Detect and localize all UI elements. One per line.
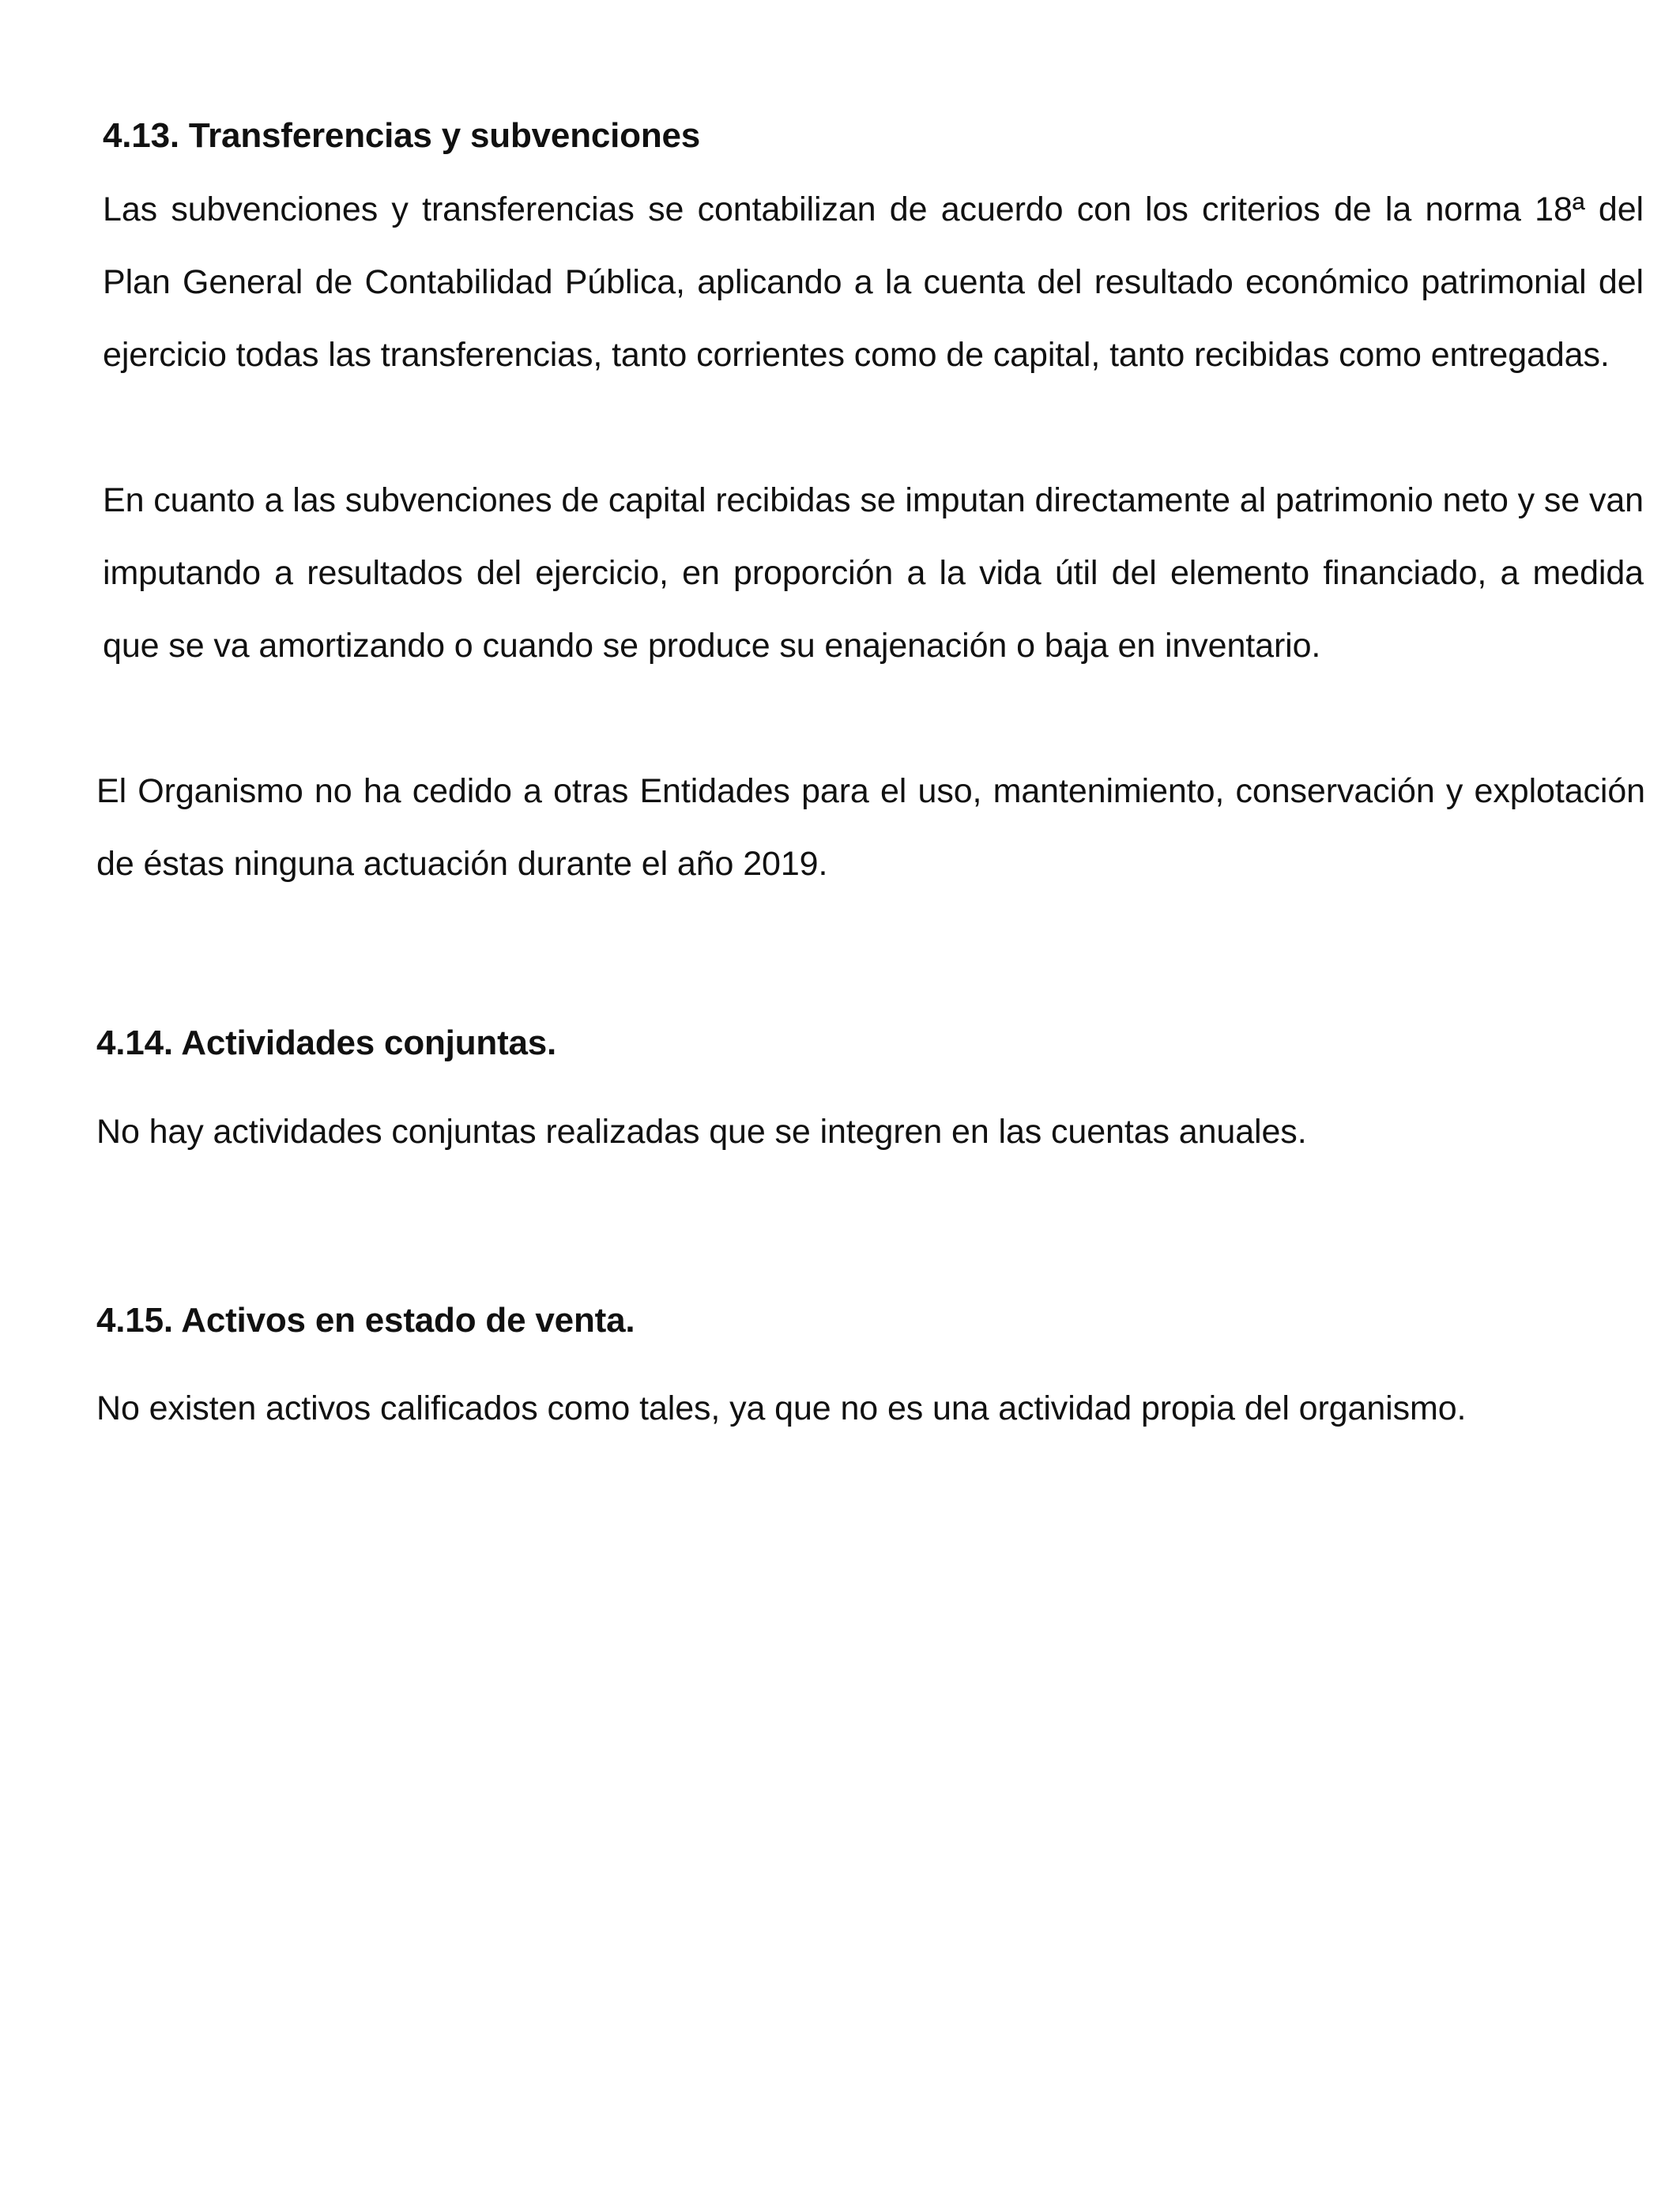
paragraph-subvenciones-norma: Las subvenciones y transferencias se contabilizan de acuerdo con los criterios de la norma 18ª del Plan General de Contabilidad Pública, aplicando a la cuenta del resultado económico patrimonial del ejercicio todas las transferencias, tanto corrientes como de capital, tanto recibidas como entregadas. <box>103 190 1644 374</box>
paragraph-subvenciones-capital: En cuanto a las subvenciones de capital recibidas se imputan directamente al patrimonio neto y se van imputando a resultados del ejercicio, en proporción a la vida útil del elemento financiado, a medida que se va amortizando o cuando se produce su enajenación o baja en inventario. <box>103 481 1644 665</box>
section-heading-4-15: 4.15. Activos en estado de venta. <box>96 1301 635 1340</box>
paragraph-activos-venta: No existen activos calificados como tales, ya que no es una actividad propia del organismo. <box>96 1389 1467 1427</box>
paragraph-organismo-cesion: El Organismo no ha cedido a otras Entidades para el uso, mantenimiento, conservación y explotación de éstas ninguna actuación durante el año 2019. <box>96 772 1645 883</box>
section-heading-4-14: 4.14. Actividades conjuntas. <box>96 1023 557 1062</box>
section-heading-4-13: 4.13. Transferencias y subvenciones <box>103 116 701 155</box>
paragraph-actividades-conjuntas: No hay actividades conjuntas realizadas que se integren en las cuentas anuales. <box>96 1113 1307 1151</box>
